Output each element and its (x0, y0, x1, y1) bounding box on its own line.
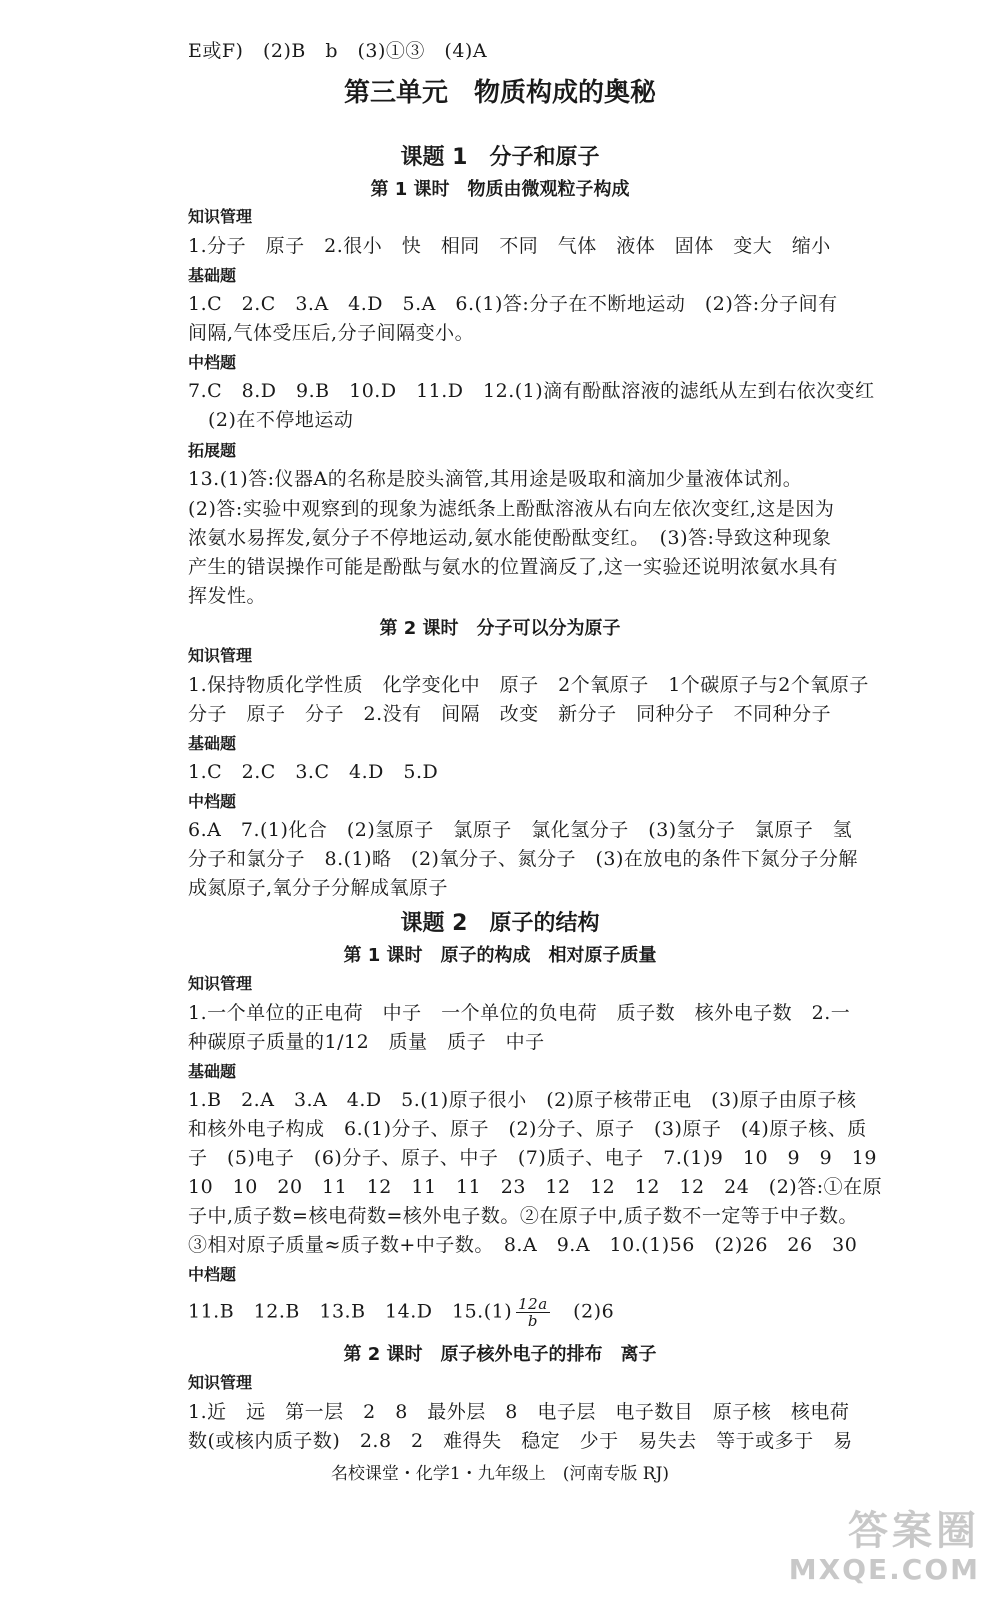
section-mid: 中档题 (188, 353, 237, 372)
section-basic: 基础题 (188, 266, 237, 285)
fraction-12a-over-b (516, 1296, 550, 1329)
answer-line: 10 10 20 11 12 11 11 23 12 12 12 12 24 (2)答:①在原 (188, 1176, 883, 1198)
topic2-lesson2-title: 第 2 课时 原子核外电子的排布 离子 (343, 1344, 657, 1365)
previous-answers-line: E或F) (2)B b (3)①③ (4)A (188, 40, 488, 62)
answer-line: 分子 原子 分子 2.没有 间隔 改变 新分子 同种分子 不同种分子 (188, 703, 832, 725)
answer-line: 种碳原子质量的1/12 质量 质子 中子 (188, 1031, 545, 1053)
answer-line: 7.C 8.D 9.B 10.D 11.D 12.(1)滴有酚酞溶液的滤纸从左到右依次变红 (188, 380, 875, 402)
section-basic: 基础题 (188, 1062, 237, 1081)
answer-line: 1.C 2.C 3.C 4.D 5.D (188, 761, 439, 783)
page-footer: 名校课堂・化学1・九年级上 (河南专版 RJ) (330, 1464, 670, 1484)
section-extension: 拓展题 (188, 441, 237, 460)
topic1-lesson1-title: 第 1 课时 物质由微观粒子构成 (370, 179, 630, 200)
answer-line: 1.C 2.C 3.A 4.D 5.A 6.(1)答:分子在不断地运动 (2)答:分子间有 (188, 293, 838, 315)
answer-line: 产生的错误操作可能是酚酞与氨水的位置滴反了,这一实验还说明浓氨水具有 (188, 556, 839, 578)
answer-line: 6.A 7.(1)化合 (2)氢原子 氯原子 氯化氢分子 (3)氢分子 氯原子 氢 (188, 819, 853, 841)
topic1-lesson2-title: 第 2 课时 分子可以分为原子 (379, 618, 621, 639)
topic2-title: 课题 2 原子的结构 (400, 911, 600, 936)
answer-line: 子 (5)电子 (6)分子、原子、中子 (7)质子、电子 7.(1)9 10 9 9 19 (188, 1147, 877, 1169)
answer-line: (2)在不停地运动 (208, 409, 354, 431)
answer-line: 1.一个单位的正电荷 中子 一个单位的负电荷 质子数 核外电子数 2.一 (188, 1002, 851, 1024)
watermark-text: 答案圈 (848, 1508, 980, 1554)
answer-line: 挥发性。 (188, 585, 267, 607)
answer-line: 1.B 2.A 3.A 4.D 5.(1)原子很小 (2)原子核带正电 (3)原子由原子核 (188, 1089, 857, 1111)
answer-line: (2)答:实验中观察到的现象为滤纸条上酚酞溶液从右向左依次变红,这是因为 (188, 498, 835, 520)
section-mid: 中档题 (188, 792, 237, 811)
answer-line: ③相对原子质量≈质子数+中子数。 8.A 9.A 10.(1)56 (2)26 26 30 (188, 1234, 858, 1256)
topic1-title: 课题 1 分子和原子 (400, 145, 600, 170)
watermark-logo (789, 1508, 980, 1586)
answer-line: 子中,质子数=核电荷数=核外电子数。②在原子中,质子数不一定等于中子数。 (188, 1205, 858, 1227)
answer-line: 1.保持物质化学性质 化学变化中 原子 2个氧原子 1个碳原子与2个氧原子 (188, 674, 869, 696)
answer-line-with-fraction (188, 1296, 988, 1329)
answer-line: 浓氨水易挥发,氨分子不停地运动,氨水能使酚酞变红。 (3)答:导致这种现象 (188, 527, 832, 549)
answer-line: 1.近 远 第一层 2 8 最外层 8 电子层 电子数目 原子核 核电荷 (188, 1401, 850, 1423)
answer-line: 成氮原子,氧分子分解成氧原子 (188, 877, 449, 899)
answer-line: 和核外电子构成 6.(1)分子、原子 (2)分子、原子 (3)原子 (4)原子核、质 (188, 1118, 867, 1140)
mid-answers-prefix: 11.B 12.B 13.B 14.D 15.(1) (188, 1300, 513, 1323)
mid-answers-suffix: (2)6 (553, 1300, 615, 1323)
fraction-denominator: b (527, 1312, 538, 1330)
answer-line: 1.分子 原子 2.很小 快 相同 不同 气体 液体 固体 变大 缩小 (188, 235, 831, 257)
section-knowledge: 知识管理 (188, 974, 253, 993)
section-knowledge: 知识管理 (188, 1373, 253, 1392)
section-knowledge: 知识管理 (188, 646, 253, 665)
watermark-url: MXQE.COM (788, 1553, 980, 1586)
answer-line: 13.(1)答:仪器A的名称是胶头滴管,其用途是吸取和滴加少量液体试剂。 (188, 468, 803, 490)
answer-line: 数(或核内质子数) 2.8 2 难得失 稳定 少于 易失去 等于或多于 易 (188, 1430, 853, 1452)
fraction-numerator: 12a (518, 1295, 548, 1313)
section-mid: 中档题 (188, 1265, 237, 1284)
unit-title: 第三单元 物质构成的奥秘 (343, 78, 656, 108)
section-basic: 基础题 (188, 734, 237, 753)
topic2-lesson1-title: 第 1 课时 原子的构成 相对原子质量 (343, 945, 657, 966)
answer-line: 间隔,气体受压后,分子间隔变小。 (188, 322, 475, 344)
answer-line: 分子和氯分子 8.(1)略 (2)氧分子、氮分子 (3)在放电的条件下氮分子分解 (188, 848, 858, 870)
section-knowledge: 知识管理 (188, 207, 253, 226)
